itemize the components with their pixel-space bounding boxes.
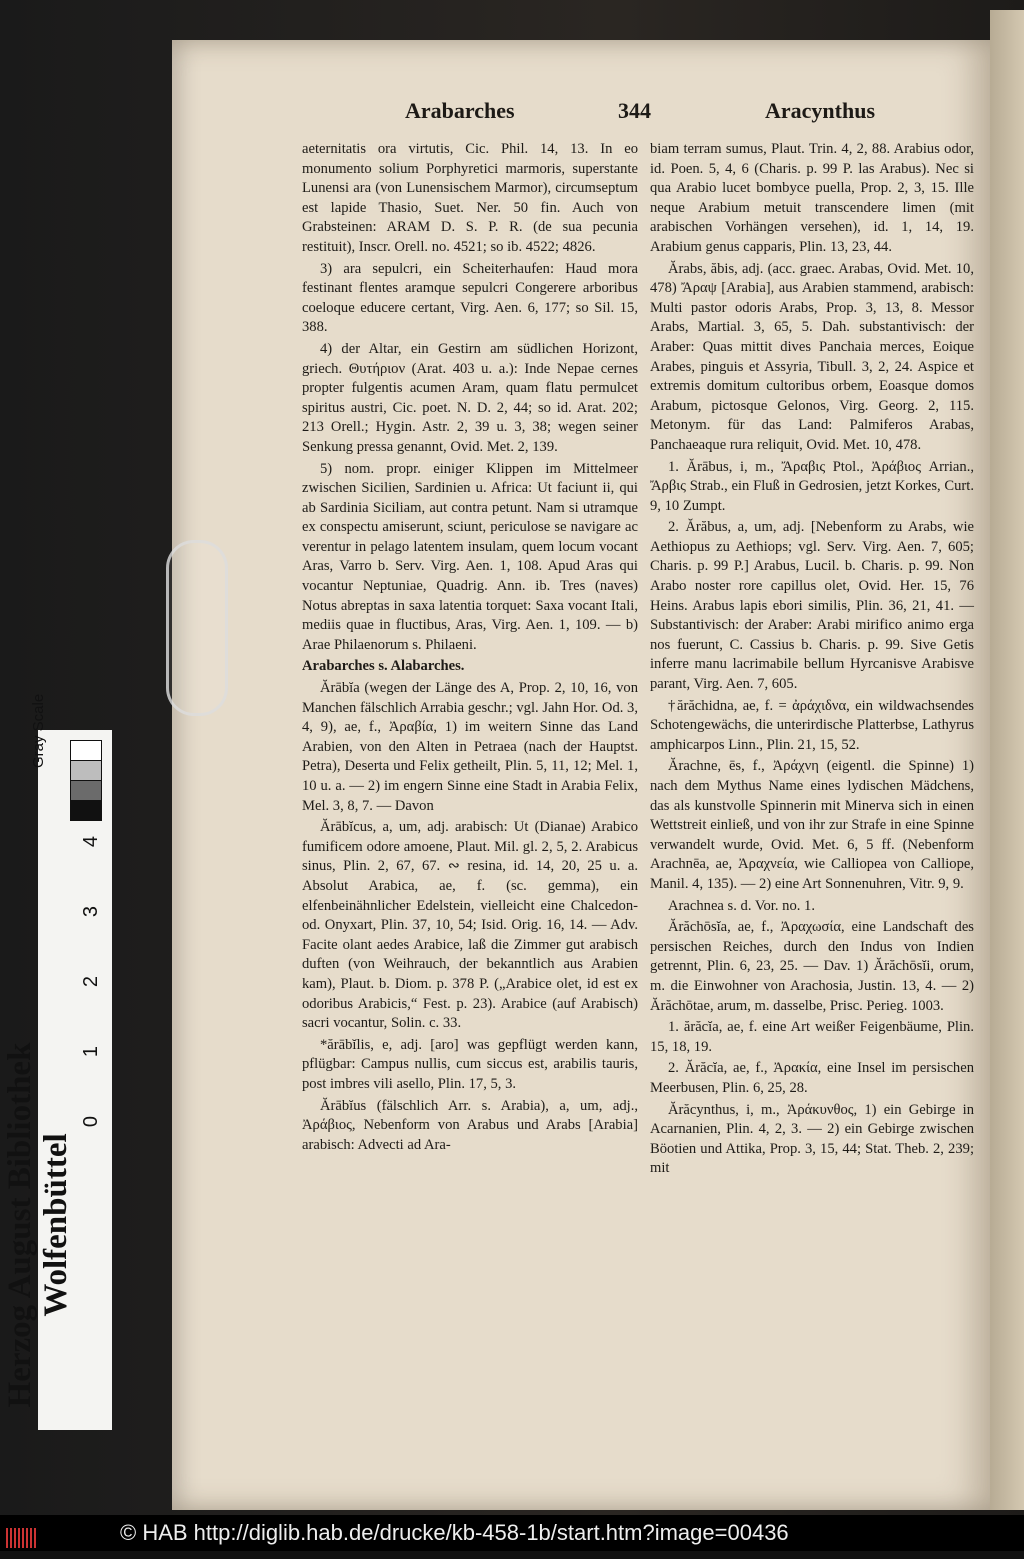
adjacent-page-edge — [990, 10, 1024, 1510]
institution-name: Herzog August Bibliothek — [2, 1042, 38, 1408]
entry-paragraph: 5) nom. propr. einiger Klippen im Mittelmeer zwischen Sicilien, Sardinien u. Africa: Ut faciunt ii, qui ab Sardinia Siciliam, aut contra petunt. Nam si utramque ex conspectu amiserunt, sciunt, periculose se navigare ac verentur in pelago latentem insulam, quem locum vocant Aras, Varro b. Serv. Virg. Aen. 1, 108. Apud Aras qui vocantur Neptuniae, Quadrig. Ann. ib. Tres (naves) Notus abreptas in saxa latentia torquet: Saxa vocant Itali, mediis quae in fluctibus, Aras, Virg. Aen. 1, 109. — b) Arae Philaenorum s. Philaeni. — [302, 460, 638, 653]
barcode-icon — [6, 1523, 46, 1543]
institution-city: Wolfenbüttel — [38, 1133, 74, 1317]
entry-paragraph: Ărachne, ēs, f., Ἀράχνη (eigentl. die Spinne) 1) nach dem Mythus Name eines lydischen Mädchens, das als kunstvolle Spinnerin mit Minerva sich in einen Wettstreit einließ, und von ihr zur Strafe in eine Spinne verwandelt wurde, Ovid. Met. 6, 5 ff. (Nebenform Arachnēa, ae, Ἀραχνεία, wie Calliopea von Calliope, Manil. 4, 135). — 2) eine Art Sonnenuhren, Vitr. 9, 9. — [650, 758, 974, 892]
footer-bar — [0, 1515, 1024, 1551]
gray-swatch-medium — [70, 780, 102, 801]
ruler-number: 2 — [80, 975, 103, 988]
entry-paragraph: biam terram sumus, Plaut. Trin. 4, 2, 88. Arabius odor, id. Poen. 5, 4, 6 (Charis. p. 99 P. las Arabus). Nec si qua Arabio lucet bombyce puella, Prop. 2, 3, 15. Ille neque Arabium metuit transcendere limen (mit arabischen Vorhängen versehen), id. 1, 14, 19. Arabium genus capparis, Plin. 13, 23, 44. — [650, 141, 974, 255]
header-left-word: Arabarches — [405, 98, 515, 123]
footer-credit: © HAB http://diglib.hab.de/drucke/kb-458-1b/start.htm?image=00436 — [120, 1520, 789, 1545]
entry-paragraph: 1. Ărābus, i, m., Ἄραβις Ptol., Ἀράβιος Arrian., Ἄρβις Strab., ein Fluß in Gedrosien, jetzt Korkes, Curt. 9, 10 Zumpt. — [650, 458, 974, 514]
institution-label — [2, 945, 82, 1505]
entry-paragraph: 4) der Altar, ein Gestirn am südlichen Horizont, griech. Θυτήριον (Arat. 403 u. a.): Inde Nepae cernes propter fulgentis acumen Aram, quam flatu permulcet spiritus austri, Cic. poet. N. D. 2, 44; so id. Arat. 202; 213 Orell.; Hygin. Astr. 2, 39 u. 3, 38; wegen seiner Senkung pressa genannt, Ovid. Met. 2, 139. — [302, 340, 638, 455]
running-header — [300, 98, 980, 130]
entry-paragraph: Ărăchōsĭa, ae, f., Ἀραχωσία, eine Landschaft des persischen Reiches, durch den Indus von Indien getrennt, Plin. 6, 23, 25. — Dav. 1) Ărăchōsĭi, orum, m. die Einwohner von Arachosia, Justin. 13, 4. — 2) Ărăchōtae, arum, m. dasselbe, Prisc. Perieg. 1003. — [650, 919, 974, 1014]
page-number: 344 — [618, 98, 651, 123]
gray-swatch-white — [70, 740, 102, 761]
entry-paragraph: Arachnea s. d. Vor. no. 1. — [668, 897, 815, 914]
entry-paragraph: 3) ara sepulcri, ein Scheiterhaufen: Haud mora festinant flentes aramque sepulcri Congerere arboribus coeloque educere certant, Virg. Aen. 6, 177; so Sil. 15, 388. — [302, 260, 638, 336]
entry-paragraph: Ărabs, ăbis, adj. (acc. graec. Arabas, Ovid. Met. 10, 478) Ἄραψ [Arabia], aus Arabien stammend, arabisch: Multi pastor odoris Arabs, Prop. 3, 13, 8. Messor Arabs, Martial. 3, 65, 5. Dah. substantivisch: der Araber: Quas mittit dives Panchaia merces, Eoique Arabes, pinguis et Assyria, Tibull. 3, 2, 24. Aspice et extremis domitum cultoribus orbem, Eoasque domos Arabum, pictosque Gelonos, Virg. Georg. 2, 115. Metonym. für das Land: Palmiferos Arabas, Panchaeaque rura reliquit, Ovid. Met. 10, 478. — [650, 260, 974, 453]
left-column — [302, 140, 638, 1157]
ruler-number: 3 — [80, 905, 103, 918]
entry-paragraph: aeternitatis ora virtutis, Cic. Phil. 14, 13. In eo monumento solium Porphyretici marmoris, superstante Lunensi ara (von Lunensischem Marmor), circumseptum est lapide Thasio, Suet. Ner. 50 fin. Auch von Grabsteinen: ARAM D. S. P. R. (de sua pecunia restituit), Inscr. Orell. no. 4521; so ib. 4522; 4826. — [302, 141, 638, 255]
ruler-number: 1 — [80, 1045, 103, 1058]
entry-paragraph: Ărăcynthus, i, m., Ἀράκυνθος, 1) ein Gebirge in Acarnanien, Plin. 4, 2, 3. — 2) ein Gebirge zwischen Böotien und Attika, Prop. 3, 15, 44; Stat. Theb. 2, 239; mit — [650, 1101, 974, 1177]
entry-paragraph: *ărābĭlis, e, adj. [aro] was gepflügt werden kann, pflügbar: Campus nullis, cum siccus est, arabilis tauris, post imbres vili asello, Plin. 17, 5, 3. — [302, 1036, 638, 1092]
ruler-number: 0 — [80, 1115, 103, 1128]
gray-swatch-light — [70, 760, 102, 781]
entry-paragraph: Ărābĭus (fälschlich Arr. s. Arabia), a, um, adj., Ἀράβιος, Nebenform von Arabus und Arabs [Arabia] arabisch: Advecti ad Ara- — [302, 1097, 638, 1153]
entry-paragraph: Ărābĭcus, a, um, adj. arabisch: Ut (Dianae) Arabico fumificem odore amoene, Plaut. Mil. gl. 2, 5, 2. Arabicus sinus, Plin. 2, 67, 67. ∾ resina, id. 14, 20, 25 u. a. Absolut Arabica, ae, f. (sc. gemma), ein elfenbeinähnlicher Edelstein, vielleicht eine Chalcedon- od. Onyxart, Plin. 37, 10, 54; Isid. Orig. 16, 14. — Adv. Facite olant aedes Arabice, laß die Zimmer gut arabisch duften (von Weihrauch, der bekanntlich aus Arabien kam), Plaut. b. Diom. p. 378 P. („Arabice olet, id est ex odoribus Arabicis,“ Fest. p. 23). Arabice (auf Arabisch) sacri vocantur, Solin. c. 33. — [302, 819, 638, 1032]
entry-paragraph: Ărābĭa (wegen der Länge des A, Prop. 2, 10, 16, von Manchen fälschlich Arrabia geschr.; vgl. Jahn Hor. Od. 3, 4, 9), ae, f., Ἀραβία, 1) im weitern Sinne das Land Arabien, von den Alten in Petraea (nach der Hauptst. Petra), Deserta und Felix getheilt, Plin. 5, 11, 12; Mel. 1, 10 u. a. — 2) im engern Sinne eine Stadt in Arabia Felix, Mel. 3, 8, 7. — Davon — [302, 680, 638, 814]
gray-scale-title: Gray Scale — [30, 693, 47, 768]
entry-headword: Arabarches s. Alabarches. — [302, 658, 465, 675]
ruler-number: 4 — [80, 835, 103, 848]
entry-paragraph: †ărăchidna, ae, f. = ἀράχιδνα, ein wildwachsendes Schotengewächs, die unterirdische Platterbse, Lathyrus amphicarpos Linn., Plin. 21, 15, 52. — [650, 697, 974, 753]
entry-paragraph: 2. Ărăcĭa, ae, f., Ἀρακία, eine Insel im persischen Meerbusen, Plin. 6, 25, 28. — [650, 1060, 974, 1096]
entry-paragraph: 2. Ărăbus, a, um, adj. [Nebenform zu Arabs, wie Aethiopus zu Aethiops; vgl. Serv. Virg. Aen. 7, 605; Charis. p. 99 P.] Arabus, Lucil. b. Charis. p. 99. Non Arabo noster rore capillus olet, Ovid. Her. 15, 76 Heins. Arabus lapis ebori similis, Plin. 36, 21, 41. — Substantivisch: der Araber: Arabi mirifico animo erga nos fuerunt, C. Cassius b. Charis. p. 99. Sive Getis inferre manu lacrimabile bellum Hyrcanisve Arabisve parant, Virg. Aen. 7, 605. — [650, 519, 974, 693]
right-column — [650, 140, 974, 1181]
ruler-numbers — [80, 810, 108, 1130]
entry-paragraph: 1. ărăcĭa, ae, f. eine Art weißer Feigenbäume, Plin. 15, 18, 19. — [650, 1019, 974, 1055]
header-right-word: Aracynthus — [765, 98, 876, 123]
page-clip — [166, 540, 228, 716]
